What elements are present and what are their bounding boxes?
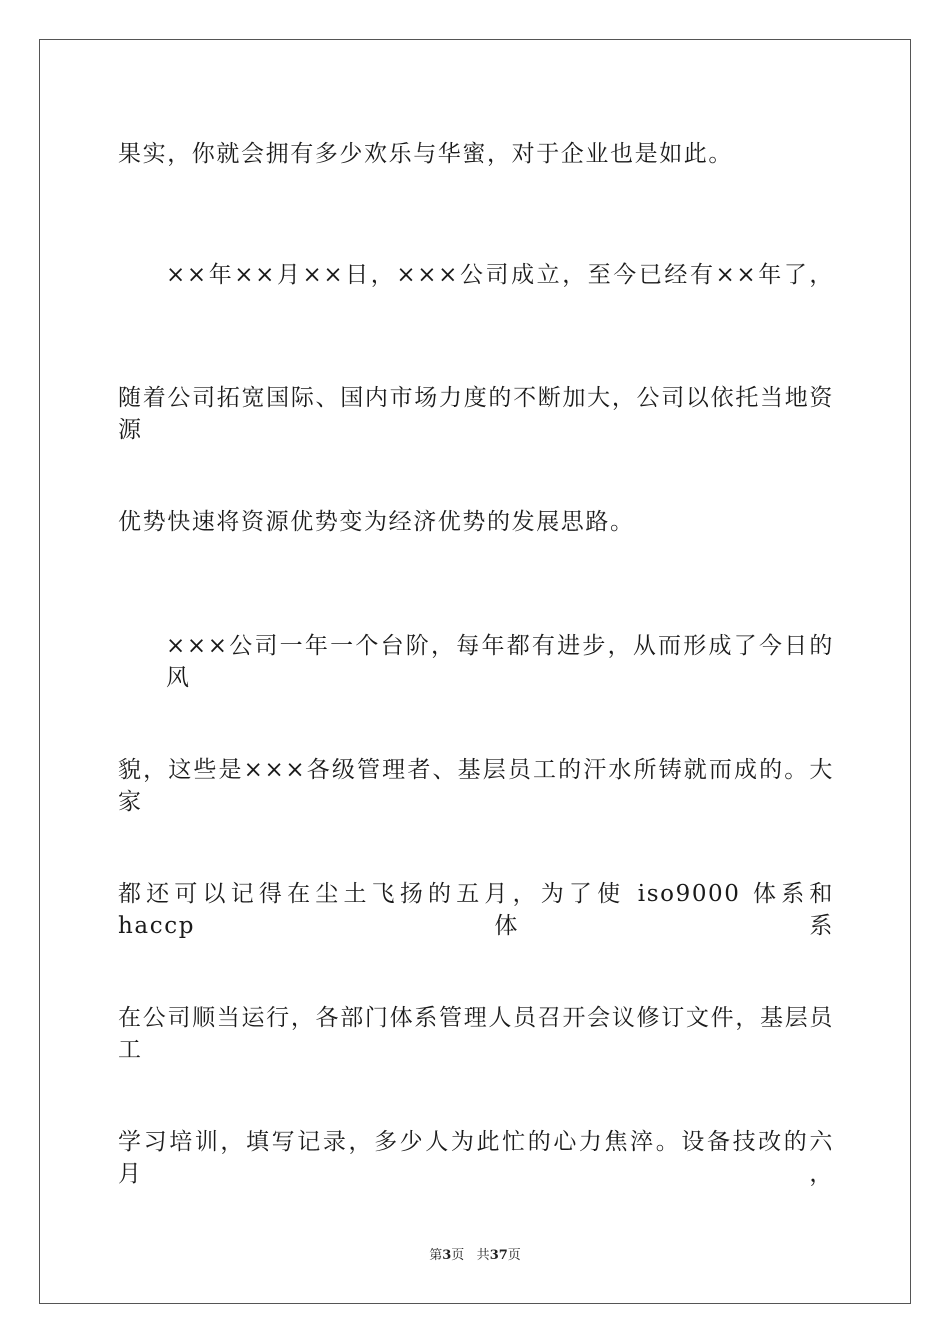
text-line-4: 优势快速将资源优势变为经济优势的发展思路。: [118, 509, 635, 535]
footer-page-number: 3: [442, 1248, 452, 1263]
footer-page-prefix: 第: [429, 1248, 443, 1263]
footer-page-suffix: 页: [451, 1248, 465, 1263]
text-line-7: 都还可以记得在尘土飞扬的五月，为了使 iso9000 体系和 haccp 体系: [118, 881, 834, 939]
text-line-9: 学习培训，填写记录，多少人为此忙的心力焦淬。设备技改的六月，: [118, 1129, 834, 1187]
text-line-2: ××年××月××日，×××公司成立，至今已经有××年了，: [166, 262, 834, 288]
footer-total-prefix: 共: [476, 1248, 490, 1263]
footer-total-suffix: 页: [507, 1248, 521, 1263]
text-line-6: 貌，这些是×××各级管理者、基层员工的汗水所铸就而成的。大家: [118, 757, 834, 815]
text-line-3: 随着公司拓宽国际、国内市场力度的不断加大，公司以依托当地资源: [118, 385, 834, 443]
text-line-1: 果实，你就会拥有多少欢乐与华蜜，对于企业也是如此。: [118, 141, 733, 167]
footer-total-pages: 37: [489, 1248, 508, 1263]
page-footer: [0, 1247, 950, 1265]
text-line-5: ×××公司一年一个台阶，每年都有进步，从而形成了今日的风: [166, 633, 834, 691]
text-line-8: 在公司顺当运行，各部门体系管理人员召开会议修订文件，基层员工: [118, 1005, 834, 1063]
